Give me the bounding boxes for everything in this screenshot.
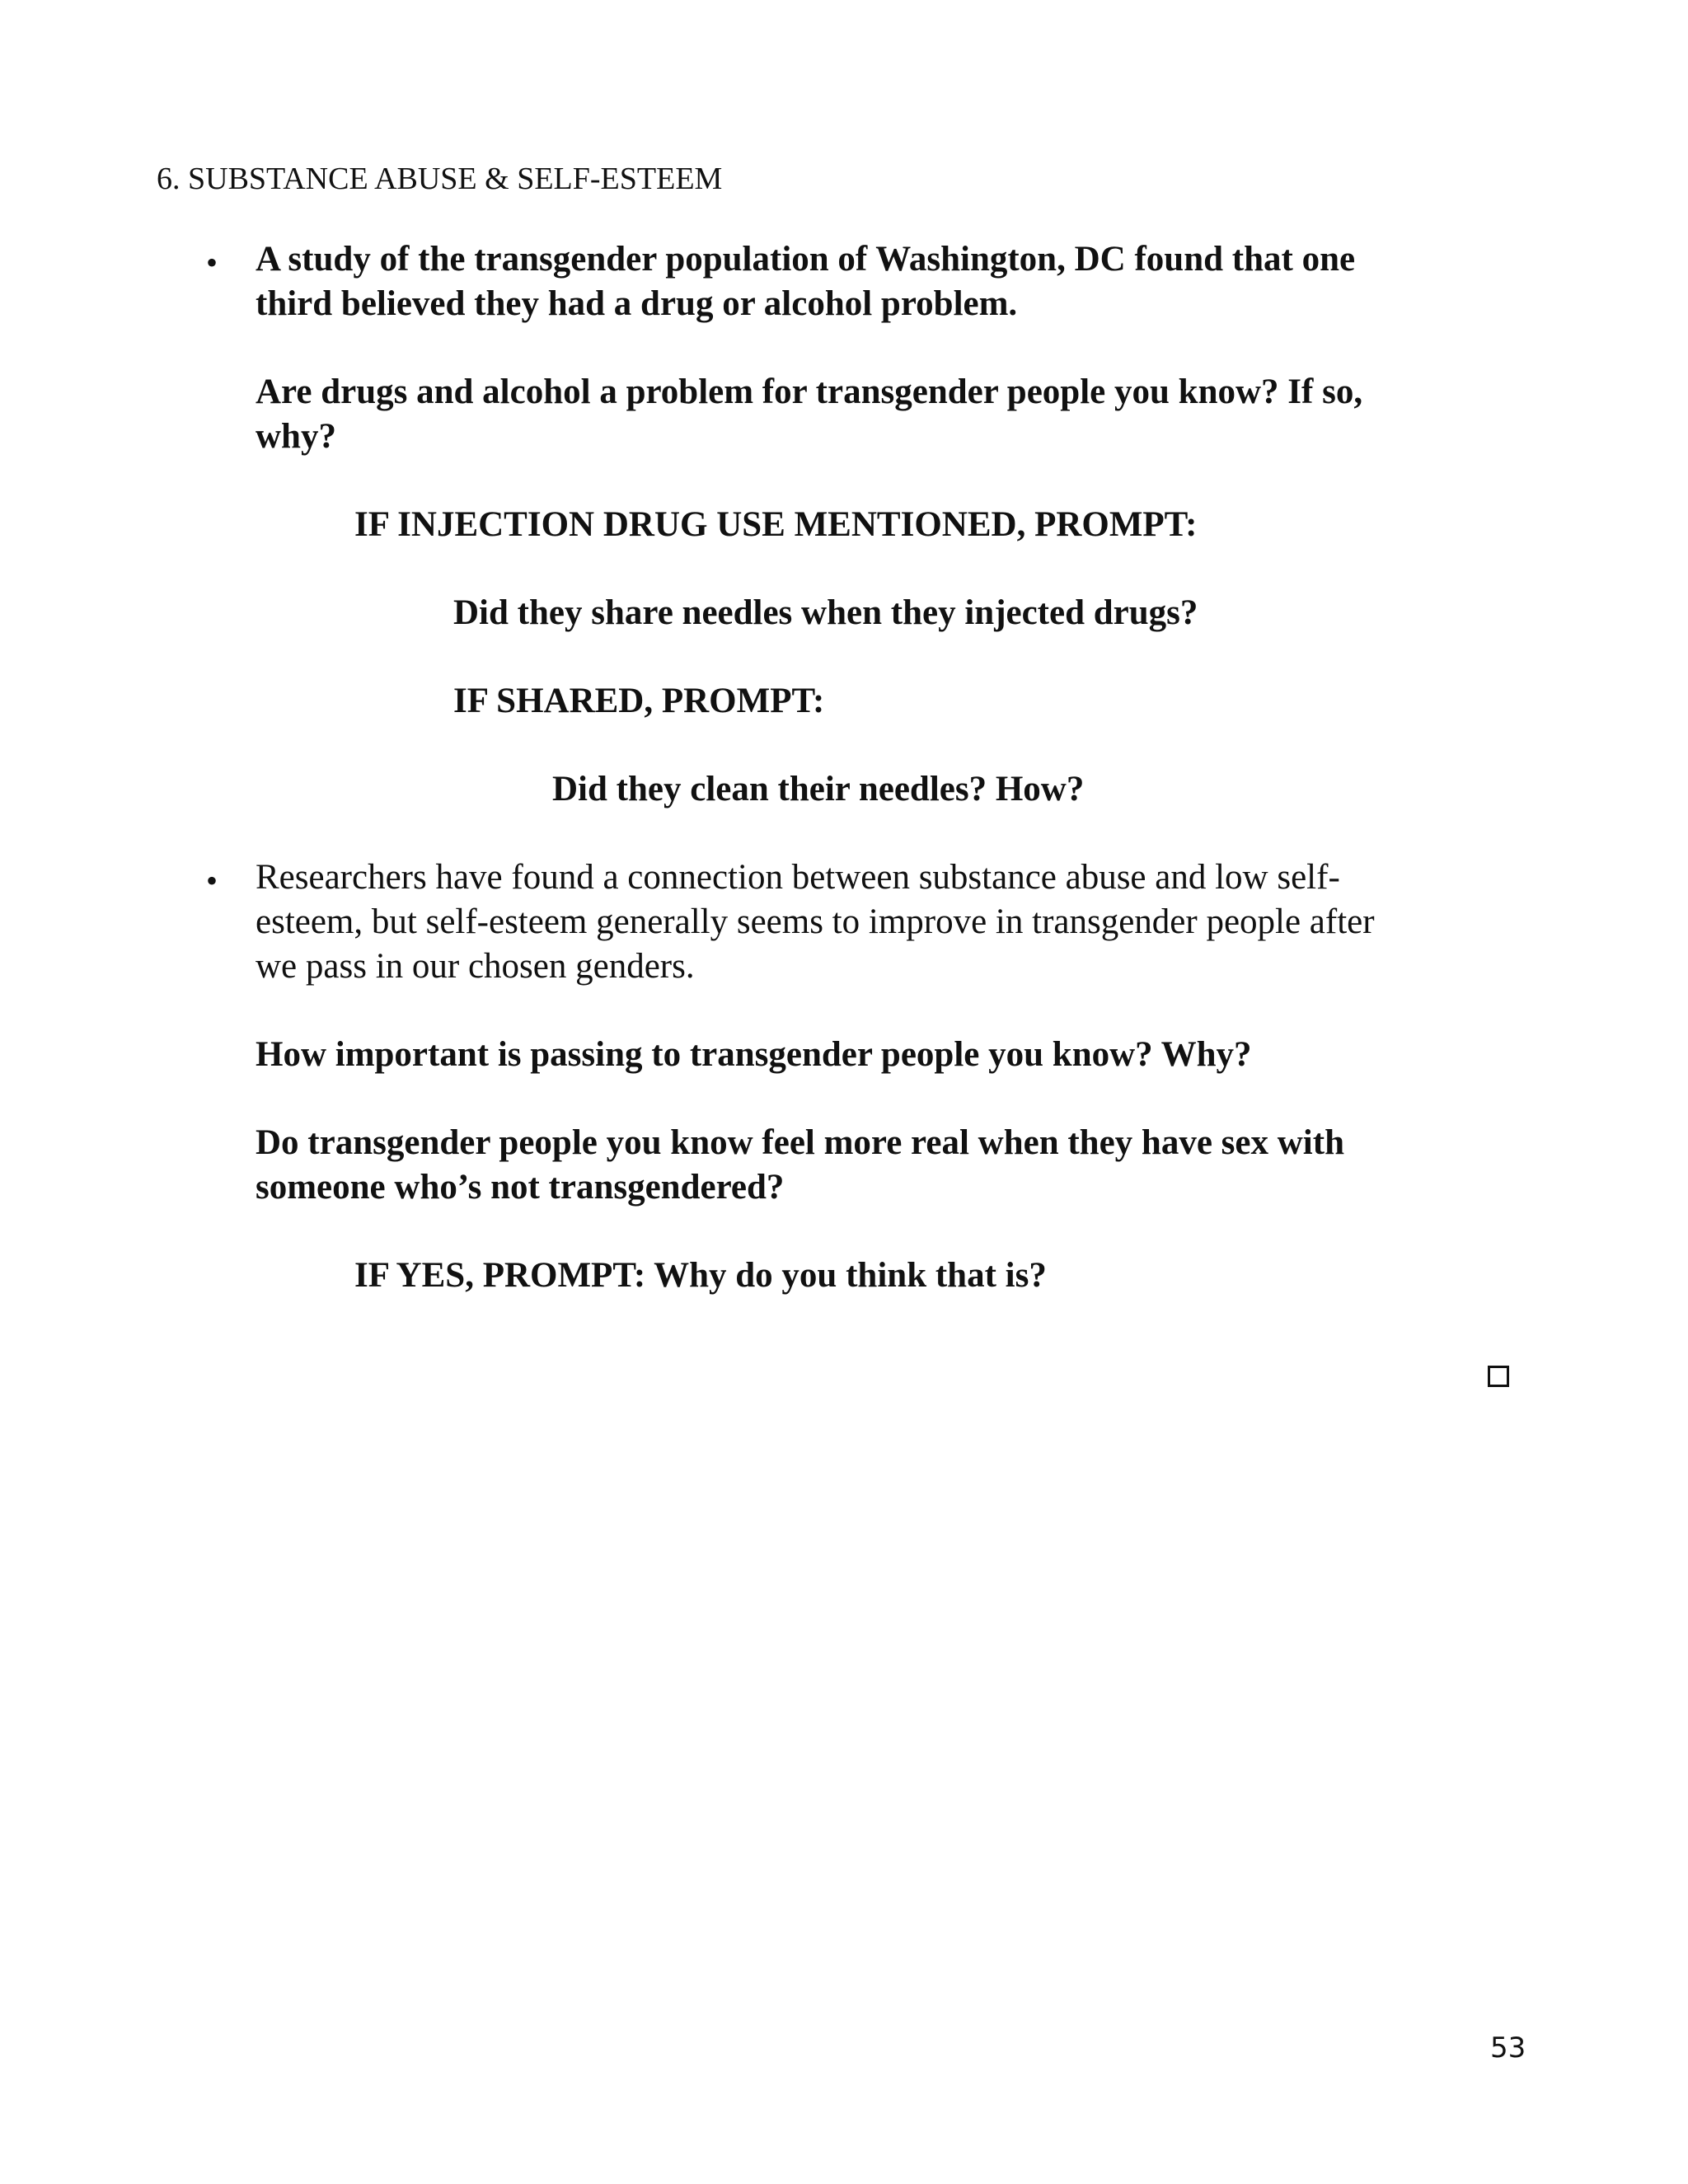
- prompt-instruction: IF YES, PROMPT: Why do you think that is?: [354, 1256, 1047, 1295]
- bullet-marker: •: [206, 862, 218, 899]
- prompt-instruction: IF SHARED, PROMPT:: [453, 682, 825, 720]
- bullet-marker: •: [206, 244, 218, 281]
- section-title: 6. SUBSTANCE ABUSE & SELF-ESTEEM: [157, 162, 723, 196]
- question-line: Did they share needles when they injected drugs?: [453, 593, 1198, 632]
- question-line: How important is passing to transgender people you know? Why?: [256, 1035, 1252, 1074]
- statement-line: we pass in our chosen genders.: [256, 947, 695, 986]
- statement-line: third believed they had a drug or alcohol problem.: [256, 284, 1018, 323]
- statement-line: Researchers have found a connection between substance abuse and low self-: [256, 858, 1340, 897]
- page-number: 53: [1490, 2032, 1526, 2064]
- statement-line: esteem, but self-esteem generally seems to improve in transgender people after: [256, 902, 1375, 941]
- prompt-instruction: IF INJECTION DRUG USE MENTIONED, PROMPT:: [354, 505, 1198, 544]
- statement-line: A study of the transgender population of Washington, DC found that one: [256, 240, 1356, 279]
- question-line: Do transgender people you know feel more real when they have sex with: [256, 1123, 1344, 1162]
- question-line: Did they clean their needles? How?: [552, 770, 1085, 808]
- question-line: Are drugs and alcohol a problem for transgender people you know? If so,: [256, 373, 1363, 411]
- checkbox-icon: [1488, 1366, 1509, 1387]
- question-line: someone who’s not transgendered?: [256, 1168, 785, 1207]
- question-line: why?: [256, 417, 336, 456]
